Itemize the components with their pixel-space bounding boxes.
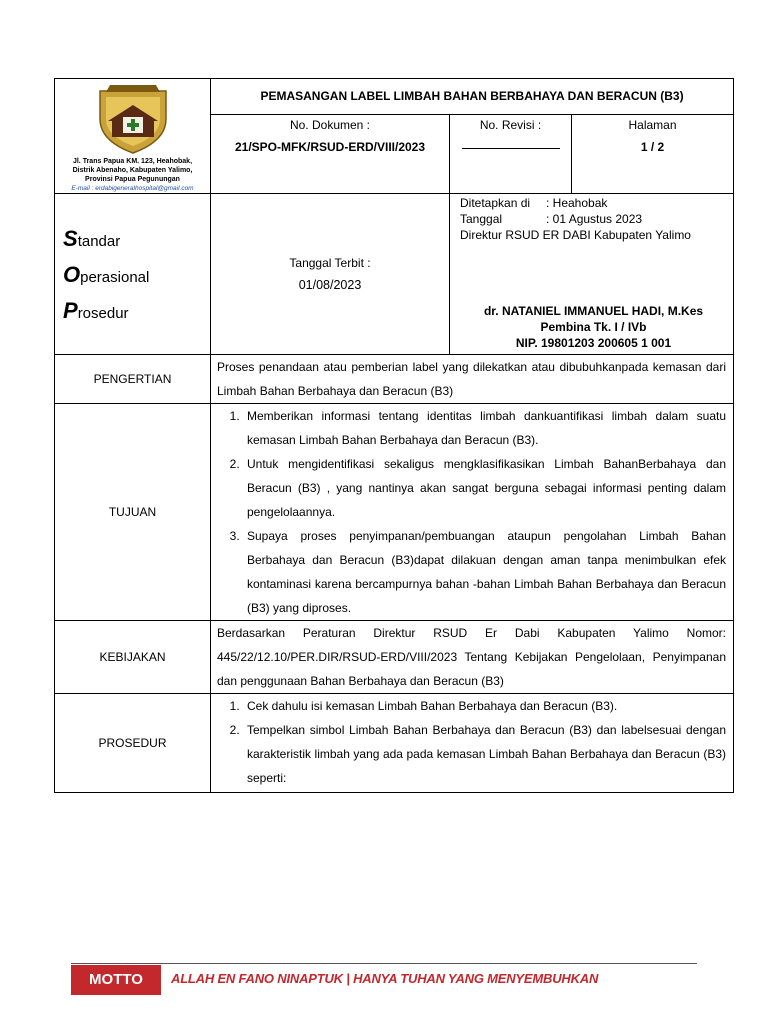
logo-cell — [55, 79, 211, 194]
list-item: 1. Memberikan informasi tentang identitas limbah dankuantifikasi limbah dalam suatu kemasan Limbah Bahan Berbahaya dan Beracun (B3). — [243, 404, 726, 452]
hospital-address: Jl. Trans Papua KM. 123, Heahobak, Distrik Abenaho, Kabupaten Yalimo, Provinsi Papua Pegunungan — [72, 158, 193, 183]
penetapan-cell — [450, 194, 734, 355]
prosedur-content — [211, 694, 734, 793]
tanggal-terbit-label: Tanggal Terbit : — [289, 256, 371, 270]
pengertian-text: Proses penandaan atau pemberian label yang dilekatkan atau dibubuhkanpada kemasan dari Limbah Bahan Berbahaya dan Beracun (B3) — [211, 355, 734, 404]
tanggal-terbit-cell — [211, 194, 450, 355]
no-dokumen-label: No. Dokumen : — [289, 117, 371, 132]
hospital-email: E-mail : erdabigeneralhospital@gmail.com — [71, 185, 194, 192]
no-dokumen-cell — [211, 114, 450, 193]
no-dokumen-value: 21/SPO-MFK/RSUD-ERD/VIII/2023 — [234, 139, 426, 154]
sop-document-table — [54, 78, 734, 793]
list-item: 2. Untuk mengidentifikasi sekaligus mengklasifikasikan Limbah BahanBerbahaya dan Beracun (B3) , yang nantinya akan sangat berguna sebagai informasi penting dalam pengelolaannya. — [243, 452, 726, 524]
list-item: 1. Cek dahulu isi kemasan Limbah Bahan Berbahaya dan Beracun (B3). — [243, 694, 726, 718]
kebijakan-text: Berdasarkan Peraturan Direktur RSUD Er Dabi Kabupaten Yalimo Nomor: 445/22/12.10/PER.DIR/RSUD-ERD/VIII/2023 Tentang Kebijakan Pengelolaan, Penyimpanan dan penggunaan Bahan Berbahaya dan Beracun (B3) — [211, 621, 734, 694]
signatory-nip: NIP. 19801203 200605 1 001 — [515, 336, 672, 350]
motto-badge: MOTTO — [71, 965, 161, 995]
sop-line-operasional: Operasional — [63, 262, 150, 287]
sop-line-prosedur: Prosedur — [63, 298, 129, 323]
hospital-logo-icon — [94, 83, 172, 155]
tanggal-terbit-value: 01/08/2023 — [298, 278, 362, 292]
no-revisi-label: No. Revisi : — [479, 117, 542, 132]
tujuan-content — [211, 404, 734, 621]
direktur-jabatan: Direktur RSUD ER DABI Kabupaten Yalimo — [460, 228, 691, 242]
kebijakan-label: KEBIJAKAN — [55, 621, 211, 694]
no-revisi-blank — [462, 138, 560, 149]
list-item: 3. Supaya proses penyimpanan/pembuangan ataupun pengolahan Limbah Bahan Berbahaya dan Beracun (B3)dapat dilakuan dengan aman tanpa menimbulkan efek kontaminasi karena bercampurnya bahan -bahan Limbah Bahan Berbahaya dan Beracun (B3) yang diproses. — [243, 524, 726, 620]
motto-divider — [71, 963, 697, 964]
halaman-label: Halaman — [628, 117, 677, 132]
halaman-cell — [572, 114, 734, 193]
signatory-rank: Pembina Tk. I / IVb — [540, 320, 647, 334]
signatory-name: dr. NATANIEL IMMANUEL HADI, M.Kes — [483, 304, 704, 318]
prosedur-label: PROSEDUR — [55, 694, 211, 793]
tujuan-label: TUJUAN — [55, 404, 211, 621]
tanggal-line: Tanggal : 01 Agustus 2023 — [460, 212, 643, 226]
halaman-value: 1 / 2 — [640, 139, 665, 154]
sop-label-cell — [55, 194, 211, 355]
sop-line-standar: Standar — [63, 226, 121, 251]
motto-footer — [71, 963, 697, 995]
no-revisi-cell — [450, 114, 572, 193]
signature-block — [460, 303, 727, 352]
motto-text: ALLAH EN FANO NINAPTUK | HANYA TUHAN YANG MENYEMBUHKAN — [171, 971, 599, 986]
ditetapkan-line: Ditetapkan di : Heahobak — [460, 196, 608, 210]
pengertian-label: PENGERTIAN — [55, 355, 211, 404]
list-item: 2. Tempelkan simbol Limbah Bahan Berbahaya dan Beracun (B3) dan labelsesuai dengan karakteristik limbah yang ada pada kemasan Limbah Bahan Berbahaya dan Beracun (B3) seperti: — [243, 718, 726, 790]
document-title: PEMASANGAN LABEL LIMBAH BAHAN BERBAHAYA DAN BERACUN (B3) — [211, 79, 734, 115]
